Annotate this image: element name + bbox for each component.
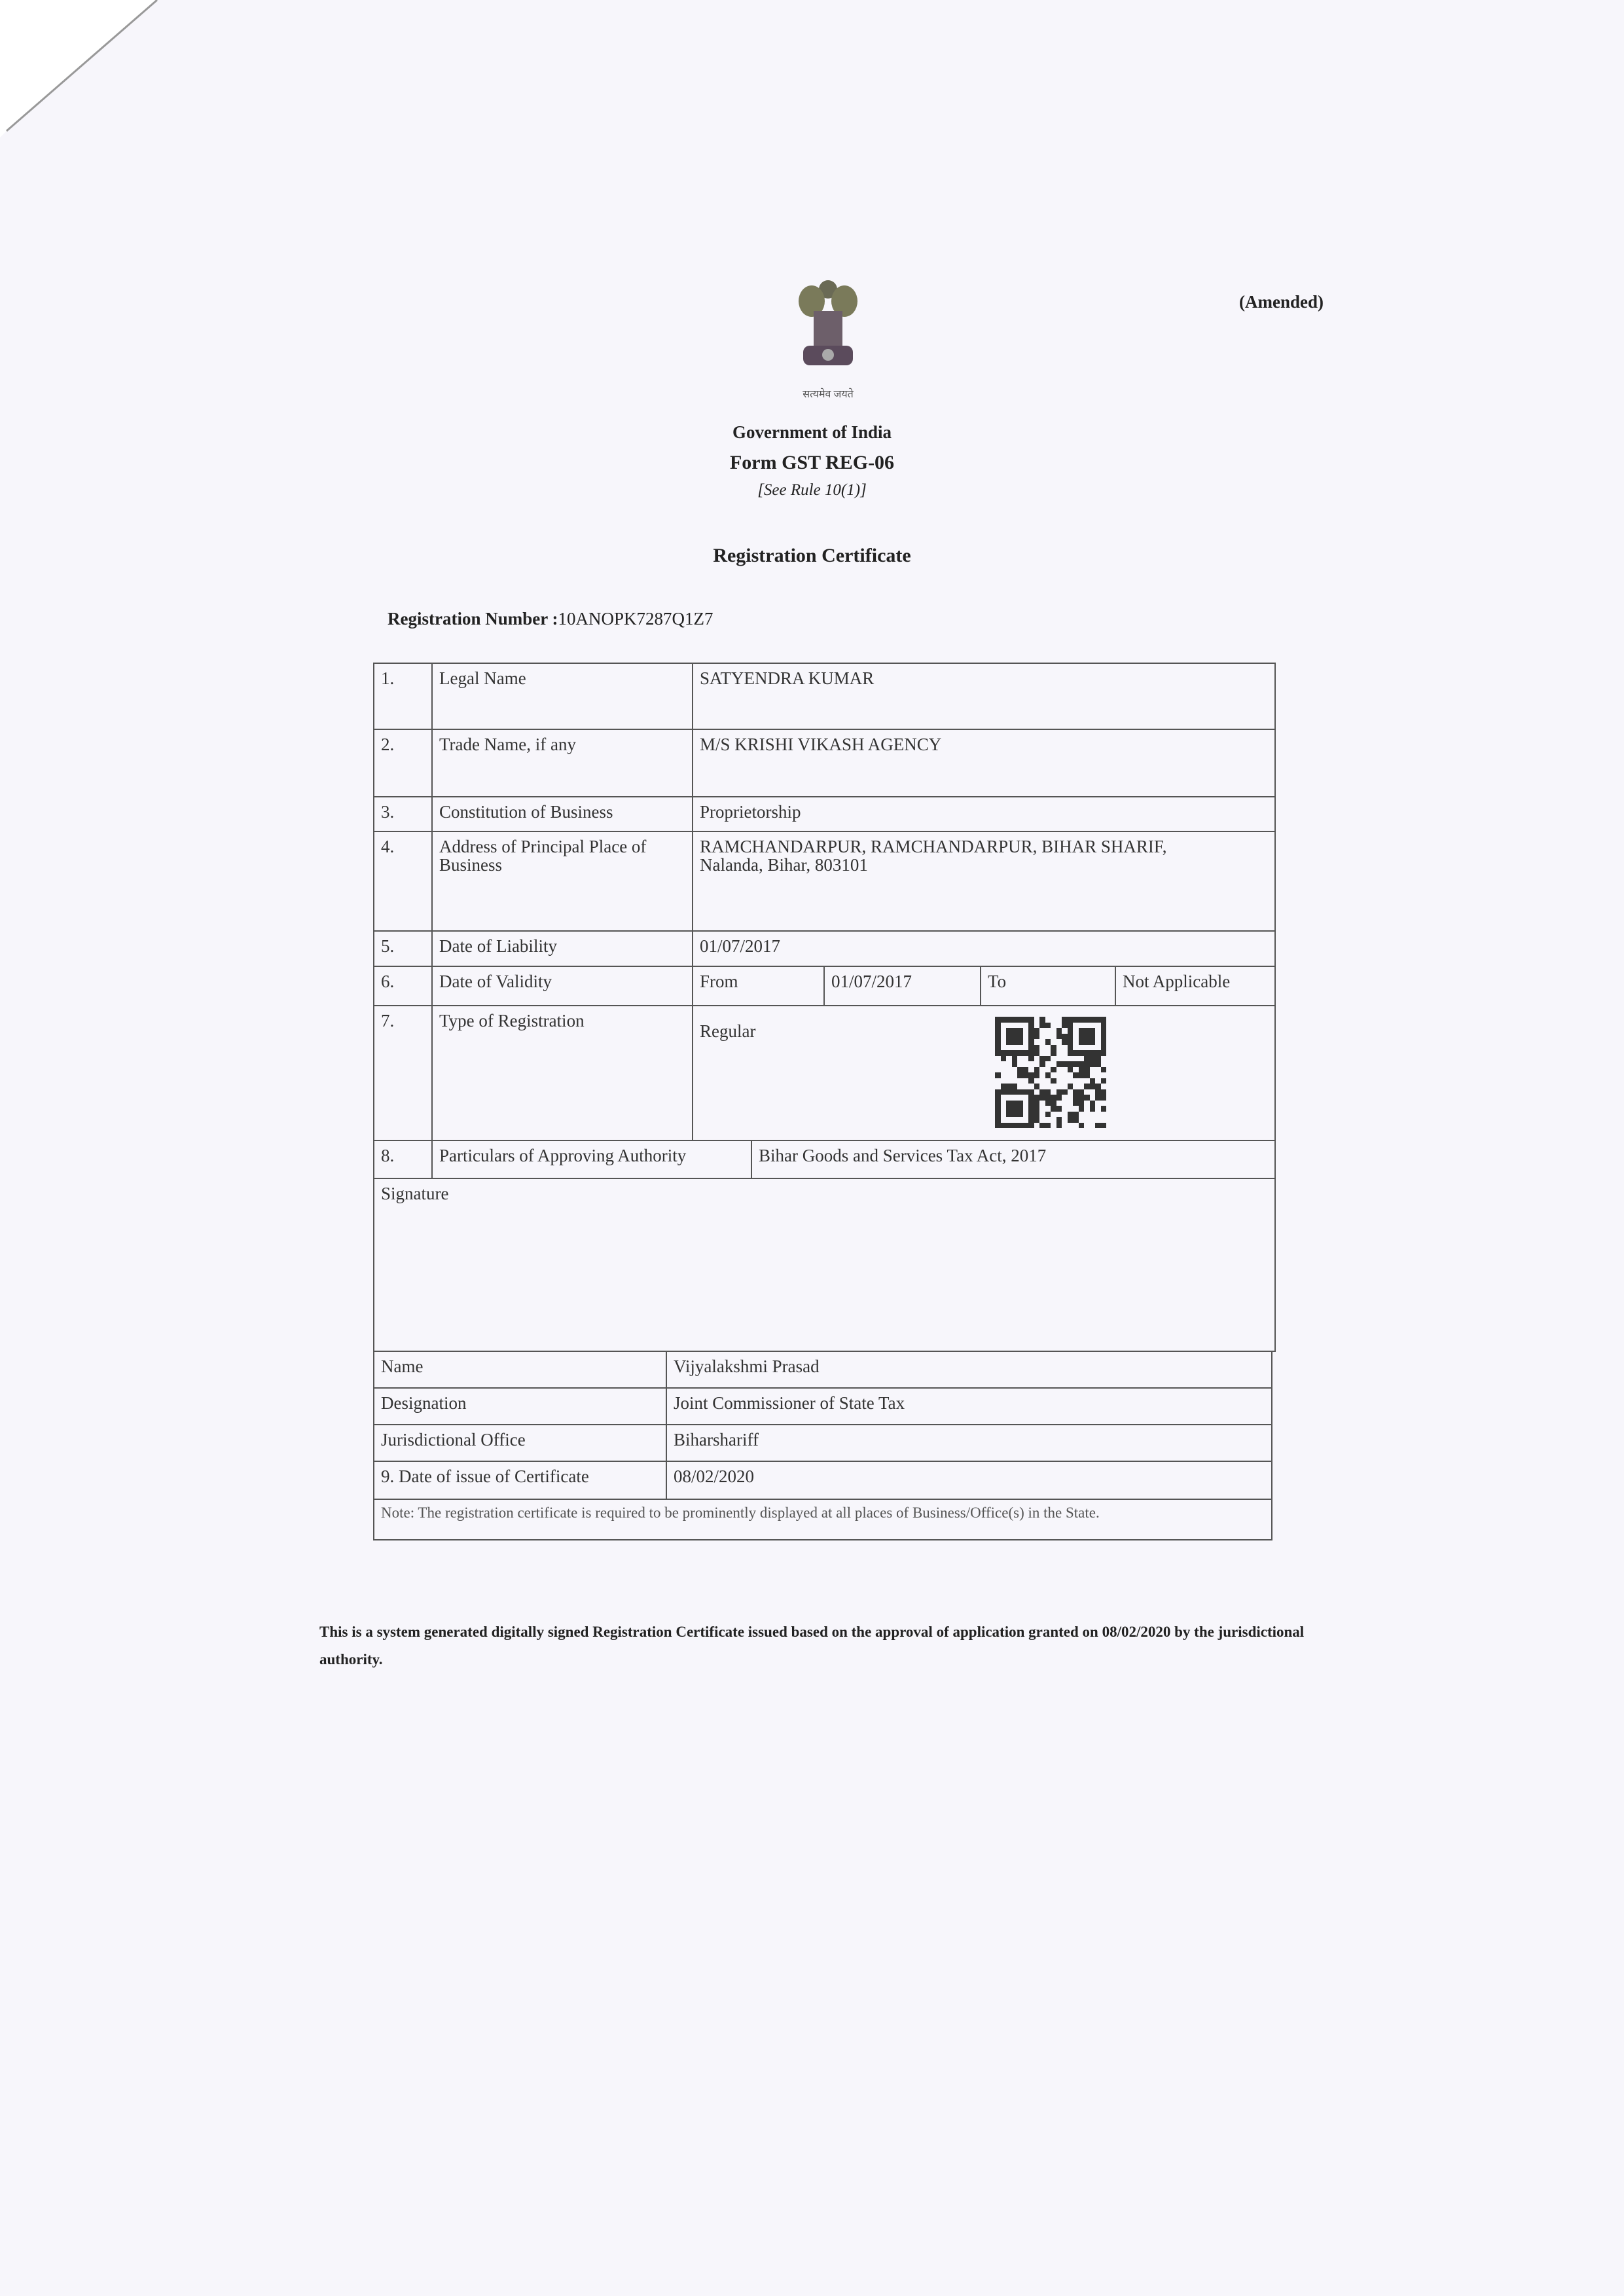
qr-module bbox=[1062, 1017, 1068, 1023]
display-note: Note: The registration certificate is required to be prominently displayed at all places of Business/Office(s) in the State. bbox=[373, 1499, 1272, 1540]
qr-module bbox=[1051, 1101, 1056, 1106]
qr-module bbox=[1073, 1112, 1079, 1118]
qr-module bbox=[1039, 1023, 1045, 1029]
qr-module bbox=[1006, 1034, 1012, 1040]
qr-module bbox=[1028, 1034, 1034, 1040]
qr-module bbox=[1079, 1106, 1085, 1112]
qr-module bbox=[1034, 1067, 1040, 1073]
qr-module bbox=[1012, 1050, 1018, 1056]
qr-module bbox=[1079, 1017, 1085, 1023]
qr-module bbox=[1006, 1089, 1012, 1095]
qr-module bbox=[1051, 1095, 1056, 1101]
qr-module bbox=[1073, 1017, 1079, 1023]
jurisdictional-office-value: Biharshariff bbox=[666, 1424, 1272, 1462]
qr-module bbox=[1023, 1067, 1029, 1073]
qr-module bbox=[1090, 1034, 1096, 1040]
qr-module bbox=[995, 1045, 1001, 1051]
qr-module bbox=[1023, 1017, 1029, 1023]
qr-module bbox=[1028, 1095, 1034, 1101]
validity-from-value: 01/07/2017 bbox=[823, 966, 981, 1006]
qr-module bbox=[1012, 1056, 1018, 1062]
qr-module bbox=[1068, 1067, 1074, 1073]
qr-module bbox=[1084, 1067, 1090, 1073]
qr-module bbox=[1062, 1039, 1068, 1045]
qr-module bbox=[1034, 1117, 1040, 1123]
qr-module bbox=[1012, 1017, 1018, 1023]
qr-module bbox=[1028, 1072, 1034, 1078]
qr-module bbox=[1012, 1061, 1018, 1067]
qr-module bbox=[1090, 1106, 1096, 1112]
qr-module bbox=[1084, 1072, 1090, 1078]
qr-module bbox=[1001, 1089, 1007, 1095]
qr-module bbox=[1028, 1039, 1034, 1045]
qr-module bbox=[1028, 1112, 1034, 1118]
qr-module bbox=[1039, 1061, 1045, 1067]
qr-module bbox=[1068, 1112, 1074, 1118]
qr-module bbox=[1084, 1028, 1090, 1034]
qr-module bbox=[995, 1117, 1001, 1123]
qr-module bbox=[1006, 1106, 1012, 1112]
row-label: Legal Name bbox=[431, 663, 693, 730]
qr-module bbox=[1056, 1095, 1062, 1101]
qr-module bbox=[1073, 1061, 1079, 1067]
trade-name-value: M/S KRISHI VIKASH AGENCY bbox=[692, 729, 1276, 797]
qr-module bbox=[1084, 1050, 1090, 1056]
qr-module bbox=[1017, 1067, 1023, 1073]
qr-module bbox=[1073, 1050, 1079, 1056]
qr-module bbox=[1006, 1039, 1012, 1045]
qr-module bbox=[995, 1017, 1001, 1023]
validity-to-value: Not Applicable bbox=[1115, 966, 1276, 1006]
qr-module bbox=[1068, 1028, 1074, 1034]
qr-module bbox=[1101, 1067, 1107, 1073]
qr-module bbox=[1017, 1017, 1023, 1023]
qr-module bbox=[1090, 1061, 1096, 1067]
registration-number bbox=[388, 609, 713, 629]
qr-module bbox=[1068, 1039, 1074, 1045]
qr-module bbox=[1017, 1101, 1023, 1106]
qr-module bbox=[1095, 1061, 1101, 1067]
qr-module bbox=[1034, 1045, 1040, 1051]
qr-module bbox=[1017, 1072, 1023, 1078]
government-heading: Government of India bbox=[732, 422, 892, 442]
qr-module bbox=[1045, 1123, 1051, 1129]
qr-module bbox=[1084, 1061, 1090, 1067]
signature-box bbox=[373, 1178, 1276, 1352]
qr-module bbox=[1051, 1050, 1056, 1056]
qr-module bbox=[1090, 1056, 1096, 1062]
validity-to-label: To bbox=[980, 966, 1116, 1006]
qr-module bbox=[1056, 1123, 1062, 1129]
qr-module bbox=[1017, 1034, 1023, 1040]
qr-module bbox=[1001, 1056, 1007, 1062]
qr-module bbox=[1079, 1089, 1085, 1095]
qr-module bbox=[1084, 1039, 1090, 1045]
qr-module bbox=[1006, 1084, 1012, 1089]
qr-module bbox=[1023, 1072, 1029, 1078]
qr-module bbox=[1034, 1034, 1040, 1040]
officer-label: Name bbox=[373, 1351, 667, 1389]
row-number: 5. bbox=[373, 930, 433, 967]
amended-label: (Amended) bbox=[1239, 292, 1324, 312]
qr-module bbox=[995, 1034, 1001, 1040]
qr-module bbox=[1023, 1089, 1029, 1095]
qr-module bbox=[1028, 1123, 1034, 1129]
qr-module bbox=[1045, 1056, 1051, 1062]
qr-module bbox=[1006, 1028, 1012, 1034]
qr-module bbox=[995, 1095, 1001, 1101]
qr-module bbox=[1079, 1067, 1085, 1073]
qr-module bbox=[1017, 1039, 1023, 1045]
qr-module bbox=[995, 1089, 1001, 1095]
qr-module bbox=[1095, 1056, 1101, 1062]
qr-module bbox=[1068, 1034, 1074, 1040]
qr-module bbox=[1028, 1101, 1034, 1106]
qr-module bbox=[1056, 1106, 1062, 1112]
qr-module bbox=[1012, 1106, 1018, 1112]
qr-module bbox=[1023, 1050, 1029, 1056]
qr-module bbox=[995, 1123, 1001, 1129]
qr-module bbox=[1068, 1050, 1074, 1056]
qr-module bbox=[1073, 1072, 1079, 1078]
qr-module bbox=[1084, 1034, 1090, 1040]
qr-module bbox=[1062, 1089, 1068, 1095]
qr-module bbox=[1056, 1117, 1062, 1123]
qr-module bbox=[1084, 1056, 1090, 1062]
qr-module bbox=[1034, 1112, 1040, 1118]
qr-module bbox=[1073, 1095, 1079, 1101]
qr-module bbox=[1028, 1023, 1034, 1029]
qr-module bbox=[1101, 1034, 1107, 1040]
qr-module bbox=[1034, 1050, 1040, 1056]
qr-module bbox=[1051, 1045, 1056, 1051]
qr-module bbox=[1101, 1089, 1107, 1095]
qr-module bbox=[995, 1072, 1001, 1078]
qr-module bbox=[1095, 1123, 1101, 1129]
issue-date-value: 08/02/2020 bbox=[666, 1461, 1272, 1500]
qr-module bbox=[1079, 1050, 1085, 1056]
qr-module bbox=[1017, 1123, 1023, 1129]
qr-module bbox=[1001, 1123, 1007, 1129]
qr-module bbox=[1012, 1101, 1018, 1106]
qr-module bbox=[1028, 1028, 1034, 1034]
qr-module bbox=[1101, 1050, 1107, 1056]
qr-module bbox=[1039, 1095, 1045, 1101]
qr-module bbox=[1012, 1028, 1018, 1034]
qr-module bbox=[1095, 1017, 1101, 1023]
qr-module bbox=[1095, 1095, 1101, 1101]
qr-module bbox=[1006, 1050, 1012, 1056]
validity-from-label: From bbox=[692, 966, 825, 1006]
qr-module bbox=[1068, 1023, 1074, 1029]
qr-module bbox=[1062, 1023, 1068, 1029]
qr-module bbox=[1034, 1095, 1040, 1101]
qr-module bbox=[1101, 1023, 1107, 1029]
officer-label: Jurisdictional Office bbox=[373, 1424, 667, 1462]
form-heading: Form GST REG-06 bbox=[729, 452, 895, 473]
qr-module bbox=[1045, 1072, 1051, 1078]
qr-module bbox=[1068, 1045, 1074, 1051]
qr-module bbox=[1073, 1101, 1079, 1106]
qr-module bbox=[1017, 1050, 1023, 1056]
qr-module bbox=[1017, 1028, 1023, 1034]
qr-module bbox=[995, 1112, 1001, 1118]
qr-module bbox=[1095, 1089, 1101, 1095]
qr-module bbox=[1006, 1112, 1012, 1118]
qr-module bbox=[995, 1101, 1001, 1106]
registration-type-value: Regular bbox=[692, 1005, 1276, 1141]
row-number: 4. bbox=[373, 831, 433, 932]
row-label: Date of Validity bbox=[431, 966, 693, 1006]
qr-module bbox=[1079, 1123, 1085, 1129]
row-label: Trade Name, if any bbox=[431, 729, 693, 797]
qr-module bbox=[1006, 1017, 1012, 1023]
ashoka-emblem-icon bbox=[789, 275, 867, 383]
qr-module bbox=[1051, 1078, 1056, 1084]
qr-module bbox=[1068, 1084, 1074, 1089]
qr-module bbox=[1084, 1017, 1090, 1023]
qr-module bbox=[1101, 1095, 1107, 1101]
qr-module bbox=[1006, 1101, 1012, 1106]
qr-module bbox=[1056, 1028, 1062, 1034]
qr-module bbox=[1017, 1089, 1023, 1095]
officer-label: 9. Date of issue of Certificate bbox=[373, 1461, 667, 1500]
qr-module bbox=[1028, 1056, 1034, 1062]
qr-module bbox=[1095, 1084, 1101, 1089]
qr-module bbox=[1034, 1072, 1040, 1078]
row-label: Type of Registration bbox=[431, 1005, 693, 1141]
qr-module bbox=[1045, 1023, 1051, 1029]
qr-module bbox=[1090, 1039, 1096, 1045]
qr-module bbox=[1056, 1089, 1062, 1095]
qr-module bbox=[1062, 1034, 1068, 1040]
qr-module bbox=[1045, 1095, 1051, 1101]
qr-module bbox=[1101, 1078, 1107, 1084]
qr-module bbox=[1034, 1106, 1040, 1112]
qr-module bbox=[995, 1023, 1001, 1029]
qr-module bbox=[1101, 1039, 1107, 1045]
qr-module bbox=[1045, 1039, 1051, 1045]
qr-module bbox=[1051, 1106, 1056, 1112]
qr-module bbox=[1028, 1089, 1034, 1095]
qr-module bbox=[1073, 1117, 1079, 1123]
qr-module bbox=[1012, 1084, 1018, 1089]
qr-module bbox=[1101, 1045, 1107, 1051]
qr-module bbox=[1028, 1117, 1034, 1123]
constitution-value: Proprietorship bbox=[692, 796, 1276, 832]
qr-module bbox=[1073, 1089, 1079, 1095]
qr-code bbox=[995, 1017, 1106, 1128]
row-number: 2. bbox=[373, 729, 433, 797]
address-value bbox=[692, 831, 1276, 932]
qr-module bbox=[1079, 1028, 1085, 1034]
qr-module bbox=[1039, 1056, 1045, 1062]
row-label: Address of Principal Place of Business bbox=[431, 831, 693, 932]
qr-module bbox=[1023, 1123, 1029, 1129]
signature-label: Signature bbox=[381, 1184, 449, 1203]
qr-module bbox=[1062, 1061, 1068, 1067]
registration-number-label: Registration Number : bbox=[388, 609, 558, 629]
qr-module bbox=[1101, 1123, 1107, 1129]
qr-module bbox=[1084, 1084, 1090, 1089]
qr-module bbox=[1095, 1050, 1101, 1056]
qr-module bbox=[1028, 1106, 1034, 1112]
qr-module bbox=[1079, 1072, 1085, 1078]
qr-module bbox=[1056, 1034, 1062, 1040]
qr-module bbox=[1056, 1061, 1062, 1067]
qr-module bbox=[1001, 1084, 1007, 1089]
qr-module bbox=[1039, 1123, 1045, 1129]
qr-module bbox=[1051, 1067, 1056, 1073]
qr-module bbox=[1090, 1050, 1096, 1056]
qr-module bbox=[1012, 1034, 1018, 1040]
qr-module bbox=[1034, 1028, 1040, 1034]
address-line-2: Nalanda, Bihar, 803101 bbox=[700, 855, 868, 875]
national-emblem bbox=[789, 275, 867, 401]
row-number: 1. bbox=[373, 663, 433, 730]
row-number: 7. bbox=[373, 1005, 433, 1141]
qr-module bbox=[1084, 1095, 1090, 1101]
qr-module bbox=[995, 1039, 1001, 1045]
qr-module bbox=[1028, 1017, 1034, 1023]
qr-module bbox=[1068, 1117, 1074, 1123]
certificate-title: Registration Certificate bbox=[713, 545, 911, 566]
row-label: Constitution of Business bbox=[431, 796, 693, 832]
qr-module bbox=[1090, 1017, 1096, 1023]
qr-module bbox=[1034, 1101, 1040, 1106]
officer-label: Designation bbox=[373, 1387, 667, 1425]
qr-module bbox=[1079, 1101, 1085, 1106]
qr-module bbox=[995, 1050, 1001, 1056]
qr-module bbox=[1034, 1084, 1040, 1089]
qr-module bbox=[1028, 1045, 1034, 1051]
address-line-1: RAMCHANDARPUR, RAMCHANDARPUR, BIHAR SHARIF, bbox=[700, 837, 1167, 856]
legal-name-value: SATYENDRA KUMAR bbox=[692, 663, 1276, 730]
qr-module bbox=[1101, 1106, 1107, 1112]
registration-number-value: 10ANOPK7287Q1Z7 bbox=[558, 609, 713, 629]
qr-module bbox=[1045, 1089, 1051, 1095]
row-number: 6. bbox=[373, 966, 433, 1006]
qr-module bbox=[995, 1106, 1001, 1112]
qr-module bbox=[1039, 1017, 1045, 1023]
qr-module bbox=[1068, 1017, 1074, 1023]
qr-module bbox=[1101, 1017, 1107, 1023]
officer-name-value: Vijyalakshmi Prasad bbox=[666, 1351, 1272, 1389]
row-label: Particulars of Approving Authority bbox=[431, 1140, 752, 1179]
qr-module bbox=[1045, 1112, 1051, 1118]
page-fold-corner bbox=[0, 0, 170, 144]
qr-module bbox=[1012, 1123, 1018, 1129]
footer-statement: This is a system generated digitally signed Registration Certificate issued based on the approval of application granted on 08/02/2020 by the jurisdictional authority. bbox=[319, 1624, 1305, 1667]
emblem-motto: सत्यमेव जयते bbox=[803, 389, 854, 400]
qr-module bbox=[1017, 1106, 1023, 1112]
qr-module bbox=[995, 1028, 1001, 1034]
qr-module bbox=[1006, 1123, 1012, 1129]
qr-module bbox=[1012, 1089, 1018, 1095]
qr-module bbox=[1101, 1028, 1107, 1034]
qr-module bbox=[1039, 1089, 1045, 1095]
qr-module bbox=[1012, 1112, 1018, 1118]
rule-reference: [See Rule 10(1)] bbox=[757, 481, 867, 499]
qr-module bbox=[1028, 1050, 1034, 1056]
qr-module bbox=[1028, 1078, 1034, 1084]
qr-module bbox=[1090, 1101, 1096, 1106]
qr-module bbox=[1001, 1017, 1007, 1023]
qr-module bbox=[1079, 1034, 1085, 1040]
qr-module bbox=[1079, 1039, 1085, 1045]
qr-module bbox=[1079, 1095, 1085, 1101]
approving-authority-value: Bihar Goods and Services Tax Act, 2017 bbox=[751, 1140, 1276, 1179]
qr-module bbox=[1079, 1061, 1085, 1067]
qr-module bbox=[1090, 1084, 1096, 1089]
qr-module bbox=[1001, 1050, 1007, 1056]
qr-module bbox=[1068, 1061, 1074, 1067]
qr-module bbox=[1090, 1078, 1096, 1084]
row-number: 8. bbox=[373, 1140, 433, 1179]
row-number: 3. bbox=[373, 796, 433, 832]
qr-module bbox=[1090, 1028, 1096, 1034]
row-label: Date of Liability bbox=[431, 930, 693, 967]
designation-value: Joint Commissioner of State Tax bbox=[666, 1387, 1272, 1425]
qr-module bbox=[1012, 1039, 1018, 1045]
qr-module bbox=[1045, 1101, 1051, 1106]
liability-date-value: 01/07/2017 bbox=[692, 930, 1276, 967]
qr-module bbox=[1017, 1112, 1023, 1118]
